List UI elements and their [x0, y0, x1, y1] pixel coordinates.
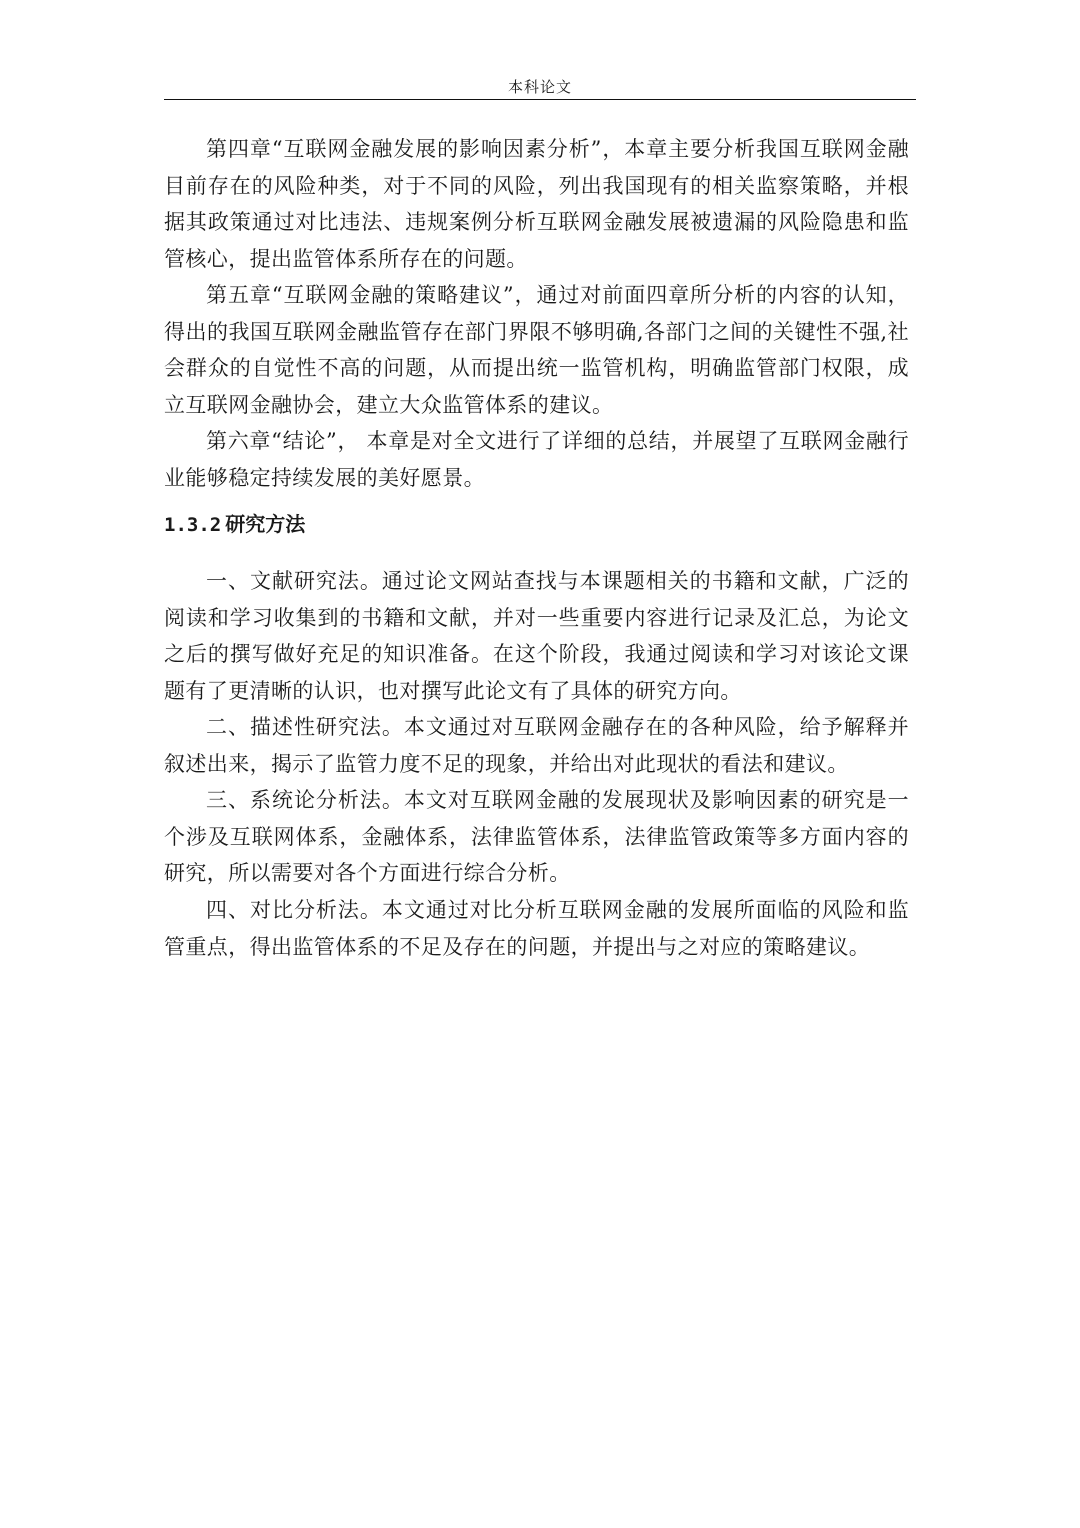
- paragraph-method-2: 二、描述性研究法。本文通过对互联网金融存在的各种风险，给予解释并叙述出来，揭示了监管力度不足的现象，并给出对此现状的看法和建议。: [164, 715, 909, 776]
- section-heading: [164, 508, 909, 541]
- paragraph-method-3: 三、系统论分析法。本文对互联网金融的发展现状及影响因素的研究是一个涉及互联网体系，金融体系，法律监管体系，法律监管政策等多方面内容的研究，所以需要对各个方面进行综合分析。: [164, 788, 909, 885]
- section-number: 1.3.2: [164, 514, 222, 536]
- paragraph-chapter-5: 第五章“互联网金融的策略建议”，通过对前面四章所分析的内容的认知，得出的我国互联网金融监管存在部门界限不够明确,各部门之间的关键性不强,社会群众的自觉性不高的问题，从而提出统一监管机构，明确监管部门权限，成立互联网金融协会，建立大众监管体系的建议。: [164, 283, 909, 417]
- paragraph-method-4: 四、对比分析法。本文通过对比分析互联网金融的发展所面临的风险和监管重点，得出监管体系的不足及存在的问题，并提出与之对应的策略建议。: [164, 898, 909, 959]
- section-title: 研究方法: [225, 512, 306, 536]
- paragraph-chapter-6: 第六章“结论”， 本章是对全文进行了详细的总结，并展望了互联网金融行业能够稳定持续发展的美好愿景。: [164, 429, 909, 490]
- paragraph-method-1: 一、文献研究法。通过论文网站查找与本课题相关的书籍和文献，广泛的阅读和学习收集到的书籍和文献，并对一些重要内容进行记录及汇总，为论文之后的撰写做好充足的知识准备。在这个阶段，我通过阅读和学习对该论文课题有了更清晰的认识，也对撰写此论文有了具体的研究方向。: [164, 569, 909, 703]
- page-header-title: 本科论文: [507, 78, 572, 96]
- paragraph-chapter-4: 第四章“互联网金融发展的影响因素分析”，本章主要分析我国互联网金融目前存在的风险种类，对于不同的风险，列出我国现有的相关监察策略，并根据其政策通过对比违法、违规案例分析互联网金融发展被遗漏的风险隐患和监管核心，提出监管体系所存在的问题。: [164, 137, 909, 271]
- header-divider: [164, 99, 916, 100]
